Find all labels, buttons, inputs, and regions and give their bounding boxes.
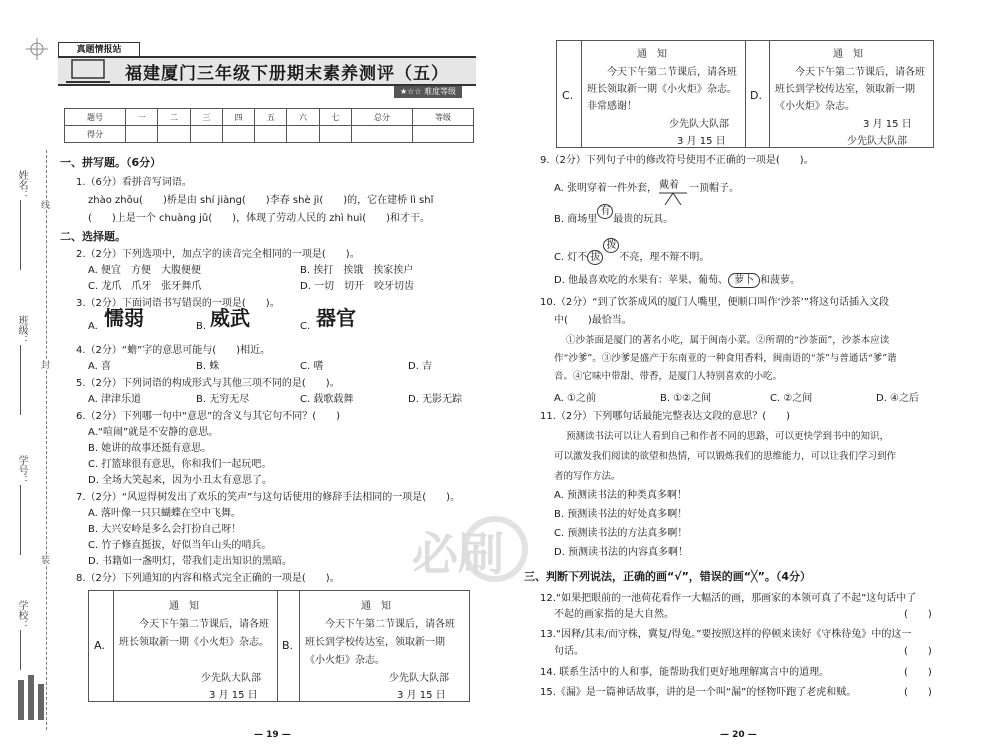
score-cell[interactable] [412,126,473,143]
right-page [500,0,1000,748]
question-2: 2.（2分）下列选项中，加点字的读音完全相同的一项是( )。 [76,249,360,260]
question-12: 12.“如果把眼前的一池荷花看作一大幅活的画，那画家的本领可真了不起”这句话中了 [540,593,917,604]
notice-line: 《小火炬》杂志。 [305,655,385,666]
question-14: 14. 联系生活中的人和事，能帮助我们更好地理解寓言中的道理。 [540,667,830,678]
option[interactable]: D. ④之后 [876,393,920,404]
difficulty-badge: ★☆☆ 难度等级 [394,86,462,98]
handwritten-word: 器官 [316,306,356,330]
option[interactable]: A. 喜 [88,361,112,372]
insert-symbol-icon [657,191,689,205]
question-1: 1.（6分）看拼音写词语。 [76,177,192,188]
handwritten-word: 威武 [210,306,250,330]
question-5: 5.（2分）下列词语的构成形式与其他三项不同的是( )。 [76,378,340,389]
notice-date: 3 月 15 日 [209,690,258,701]
option-label[interactable]: A. [94,639,105,652]
option[interactable]: C. 载歌载舞 [300,394,354,405]
passage-line: 可以激发我们阅读的欲望和热情，可以锻炼我们的思维能力，可以让我们学习到作 [554,451,897,462]
question-11: 11.（2分）下列哪句话最能完整表达文段的意思？( ) [540,411,791,422]
notice-date: 3 月 15 日 [677,136,726,147]
score-header: 总分 [351,109,412,126]
answer-blank[interactable]: ( ) [904,646,932,657]
score-cell[interactable] [222,126,254,143]
notice-line: 班长领取新一期《小火炬》杂志。 [587,84,737,95]
score-header: 二 [158,109,190,126]
question-3: 3.（2分）下面词语书写错误的一项是( )。 [76,298,280,309]
notice-title: 通 知 [637,49,667,60]
section-3-heading: 三、判断下列说法，正确的画“√”，错误的画“╳”。（4分） [524,570,812,583]
question-10: 10.（2分）“到了饮茶成风的厦门人嘴里，便顺口叫作‘沙茶’”将这句话插入文段 [540,297,889,308]
option[interactable]: C. 嗜 [300,361,324,372]
question-1-line-1: zhào zhōu( )桥是由 shí jiàng( )李春 shè jì( )的，它在建桥 lì shǐ [88,195,434,206]
option[interactable] [554,240,710,265]
option-text: C. 灯不 [554,252,588,263]
notice-sign: 少先队大队部 [847,136,907,147]
id-label: 学号： [16,455,27,485]
name-blank[interactable] [20,200,21,270]
laptop-icon [64,58,114,84]
notice-line: 今天下午第二节课后，请各班 [325,619,455,630]
score-cell[interactable] [351,126,412,143]
option[interactable] [554,273,800,288]
score-row [65,126,474,143]
notice-line: 今天下午第二节课后，请各班 [139,619,269,630]
line-mark: 线 [39,200,49,209]
section-2-heading: 二、选择题。 [60,230,126,243]
handwritten-word: 懦弱 [104,306,144,330]
score-header: 一 [125,109,157,126]
score-table [64,108,474,143]
score-cell[interactable] [319,126,351,143]
score-row-label: 得分 [65,126,126,143]
question-12-line-2: 不起的画家指的是大自然。 [554,609,674,620]
option-label[interactable]: C. [300,321,311,332]
score-header: 三 [190,109,222,126]
question-4: 4.（2分）“蟾”字的意思可能与( )相近。 [76,345,271,356]
binding-gutter [0,0,60,748]
score-cell[interactable] [158,126,190,143]
notice-line: 非常感谢！ [587,101,637,112]
id-blank[interactable] [20,485,21,555]
option[interactable]: A. 预测读书法的种类真多啊！ [554,490,688,501]
question-13-line-2: 句话。 [554,646,584,657]
notice-sign: 少先队大队部 [201,673,261,684]
score-header: 六 [287,109,319,126]
notice-line: 《小火炬》杂志。 [775,101,855,112]
option-text: D. 他最喜欢吃的水果有：苹果、葡萄、 [554,275,729,286]
option[interactable]: B. 蛛 [196,361,220,372]
question-13: 13.“因释/其耒/而守株，冀复/得兔。”要按照这样的停顿来读好《守株待兔》中的这一 [540,629,912,640]
option[interactable]: B. ①②之间 [660,393,712,404]
option[interactable]: D. 吉 [408,361,433,372]
option[interactable]: A.“喧闹”就是不安静的意思。 [88,427,219,438]
option-text: B. 商场里 [554,214,598,225]
school-label: 学校： [16,600,27,630]
option[interactable]: A. 津津乐道 [88,394,142,405]
notice-title: 通 知 [833,49,863,60]
question-1-line-2: ( )上是一个 chuàng jǔ( )，体现了劳动人民的 zhì huì( )和才干。 [88,213,431,224]
insert-circle: 有 [597,204,613,219]
score-cell[interactable] [255,126,287,143]
score-cell[interactable] [190,126,222,143]
option-text: 和菠萝。 [760,275,801,286]
page-title: 福建厦门三年级下册期末素养测评（五） [125,64,449,84]
option[interactable]: C. 预测读书法的方法真多啊！ [554,528,688,539]
option-text: 最贵的玩具。 [613,214,674,225]
notice-line: 班长领取新一期《小火炬》杂志。 [119,637,269,648]
deleted-char-circle: 拔 [587,250,603,265]
insert-mark-text: 戴着 [659,180,680,191]
notice-line: 班长到学校传达室，领取新一期 [305,637,445,648]
notice-date: 3 月 15 日 [863,119,912,130]
answer-blank[interactable]: ( ) [904,687,932,698]
passage-line: 者的写作方法。 [554,471,621,482]
option-label[interactable]: B. [196,321,207,332]
option[interactable]: B. 无穷无尽 [196,394,250,405]
score-header: 等级 [412,109,473,126]
scenery-decoration-icon [14,670,48,730]
passage-line: 预测读书法可以让人看到自己和作者不同的思路，可以更快学到书中的知识， [566,431,890,442]
option[interactable]: C. 竹子修直挺拔，好似当年山头的哨兵。 [88,540,272,551]
option[interactable]: C. 龙爪 爪牙 张牙舞爪 [88,281,202,292]
notice-date: 3 月 15 日 [397,690,446,701]
option-text: A. 张明穿着一件外套， [554,183,658,194]
option[interactable]: D. 无影无踪 [408,394,463,405]
option[interactable]: D. 一切 切开 咬牙切齿 [300,281,415,292]
move-mark-circle: 萝卜 [728,273,760,288]
option-label[interactable]: C. [562,89,574,102]
notice-line: 班长到学校传达室，领取新一期 [775,84,915,95]
notice-sign: 少先队大队部 [669,119,729,130]
bind-mark: 装 [39,555,49,564]
seal-mark: 封 [39,360,49,369]
score-cell[interactable] [287,126,319,143]
section-1-heading: 一、拼写题。（6分） [60,156,162,169]
question-8: 8.（2分）下列通知的内容和格式完全正确的一项是( )。 [76,573,340,584]
notice-title: 通 知 [169,601,199,612]
score-header-row [65,109,474,126]
notice-title: 通 知 [361,601,391,612]
page-number: — 19 — [254,730,291,740]
notice-sign: 少先队大队部 [389,673,449,684]
answer-blank[interactable]: ( ) [904,667,932,678]
option-text: 不亮，理不辩不明。 [619,252,710,263]
option[interactable]: B. 大兴安岭是多么会打扮自己呀！ [88,524,242,535]
replacement-char-circle: 拨 [603,238,619,253]
score-header: 题号 [65,109,126,126]
watermark: 必刷 [412,527,504,581]
score-header: 四 [222,109,254,126]
question-6: 6.（2分）下列哪一句中“意思”的含义与其它句不同？( ) [76,411,341,422]
sparkle-decoration-icon [24,36,50,62]
option[interactable]: B. 她讲的故事还挺有意思。 [88,443,212,454]
school-blank[interactable] [20,630,21,670]
option[interactable]: C. 打篮球很有意思，你和我们一起玩吧。 [88,459,272,470]
score-header: 七 [319,109,351,126]
notice-line: 今天下午第二节课后，请各班 [607,67,737,78]
question-9: 9.（2分）下列句子中的修改符号使用不正确的一项是( )。 [540,155,814,166]
option-text: 一顶帽子。 [689,183,740,194]
class-blank[interactable] [20,345,21,415]
answer-blank[interactable]: ( ) [904,609,932,620]
passage-line: 音。④它味中带甜、带香，是厦门人特别喜欢的小吃。 [554,371,783,382]
notice-line: 今天下午第二节课后，请各班 [795,67,925,78]
name-label: 姓名： [16,170,27,200]
score-cell[interactable] [125,126,157,143]
option[interactable]: A. 落叶像一只只蝴蝶在空中飞舞。 [88,508,242,519]
cut-line [46,150,47,730]
option-label[interactable]: A. [88,321,98,332]
option[interactable]: D. 全场大笑起来，因为小丑太有意思了。 [88,475,273,486]
badge: 真题情报站 [58,42,140,58]
option[interactable]: A. ①之前 [554,393,596,404]
option[interactable]: B. 挨打 挨饿 挨家挨户 [300,265,414,276]
notice-table [88,590,470,702]
passage-line: ①沙茶面是厦门的著名小吃，属于闽南小菜。②所谓的“沙茶面”，沙茶本应读 [566,335,890,346]
passage-line: 作“沙爹”。③沙爹是盛产于东南亚的一种食用香料，闽南语的“茶”与普通话“爹”谐 [554,353,897,364]
option[interactable]: C. ②之间 [770,393,813,404]
option[interactable]: D. 书籍如一盏明灯，带我们走出知识的黑暗。 [88,556,293,567]
question-10-line-2: 中( )最恰当。 [554,315,632,326]
option[interactable] [554,206,674,227]
option[interactable]: B. 预测读书法的好处真多啊！ [554,509,688,520]
option[interactable]: D. 预测读书法的内容真多啊！ [554,547,689,558]
score-header: 五 [255,109,287,126]
class-label: 班级： [16,315,27,345]
question-15: 15.《漏》是一篇神话故事，讲的是一个叫“漏”的怪物吓跑了老虎和贼。 [540,687,857,698]
page-number: — 20 — [720,730,757,740]
question-7: 7.（2分）“风逗得树发出了欢乐的笑声”与这句话使用的修辞手法相同的一项是( )。 [76,492,461,503]
option-label[interactable]: D. [750,89,762,102]
option[interactable]: A. 便宜 方便 大腹便便 [88,265,202,276]
notice-table [556,40,934,148]
option[interactable] [554,182,739,195]
option-label[interactable]: B. [282,639,294,652]
